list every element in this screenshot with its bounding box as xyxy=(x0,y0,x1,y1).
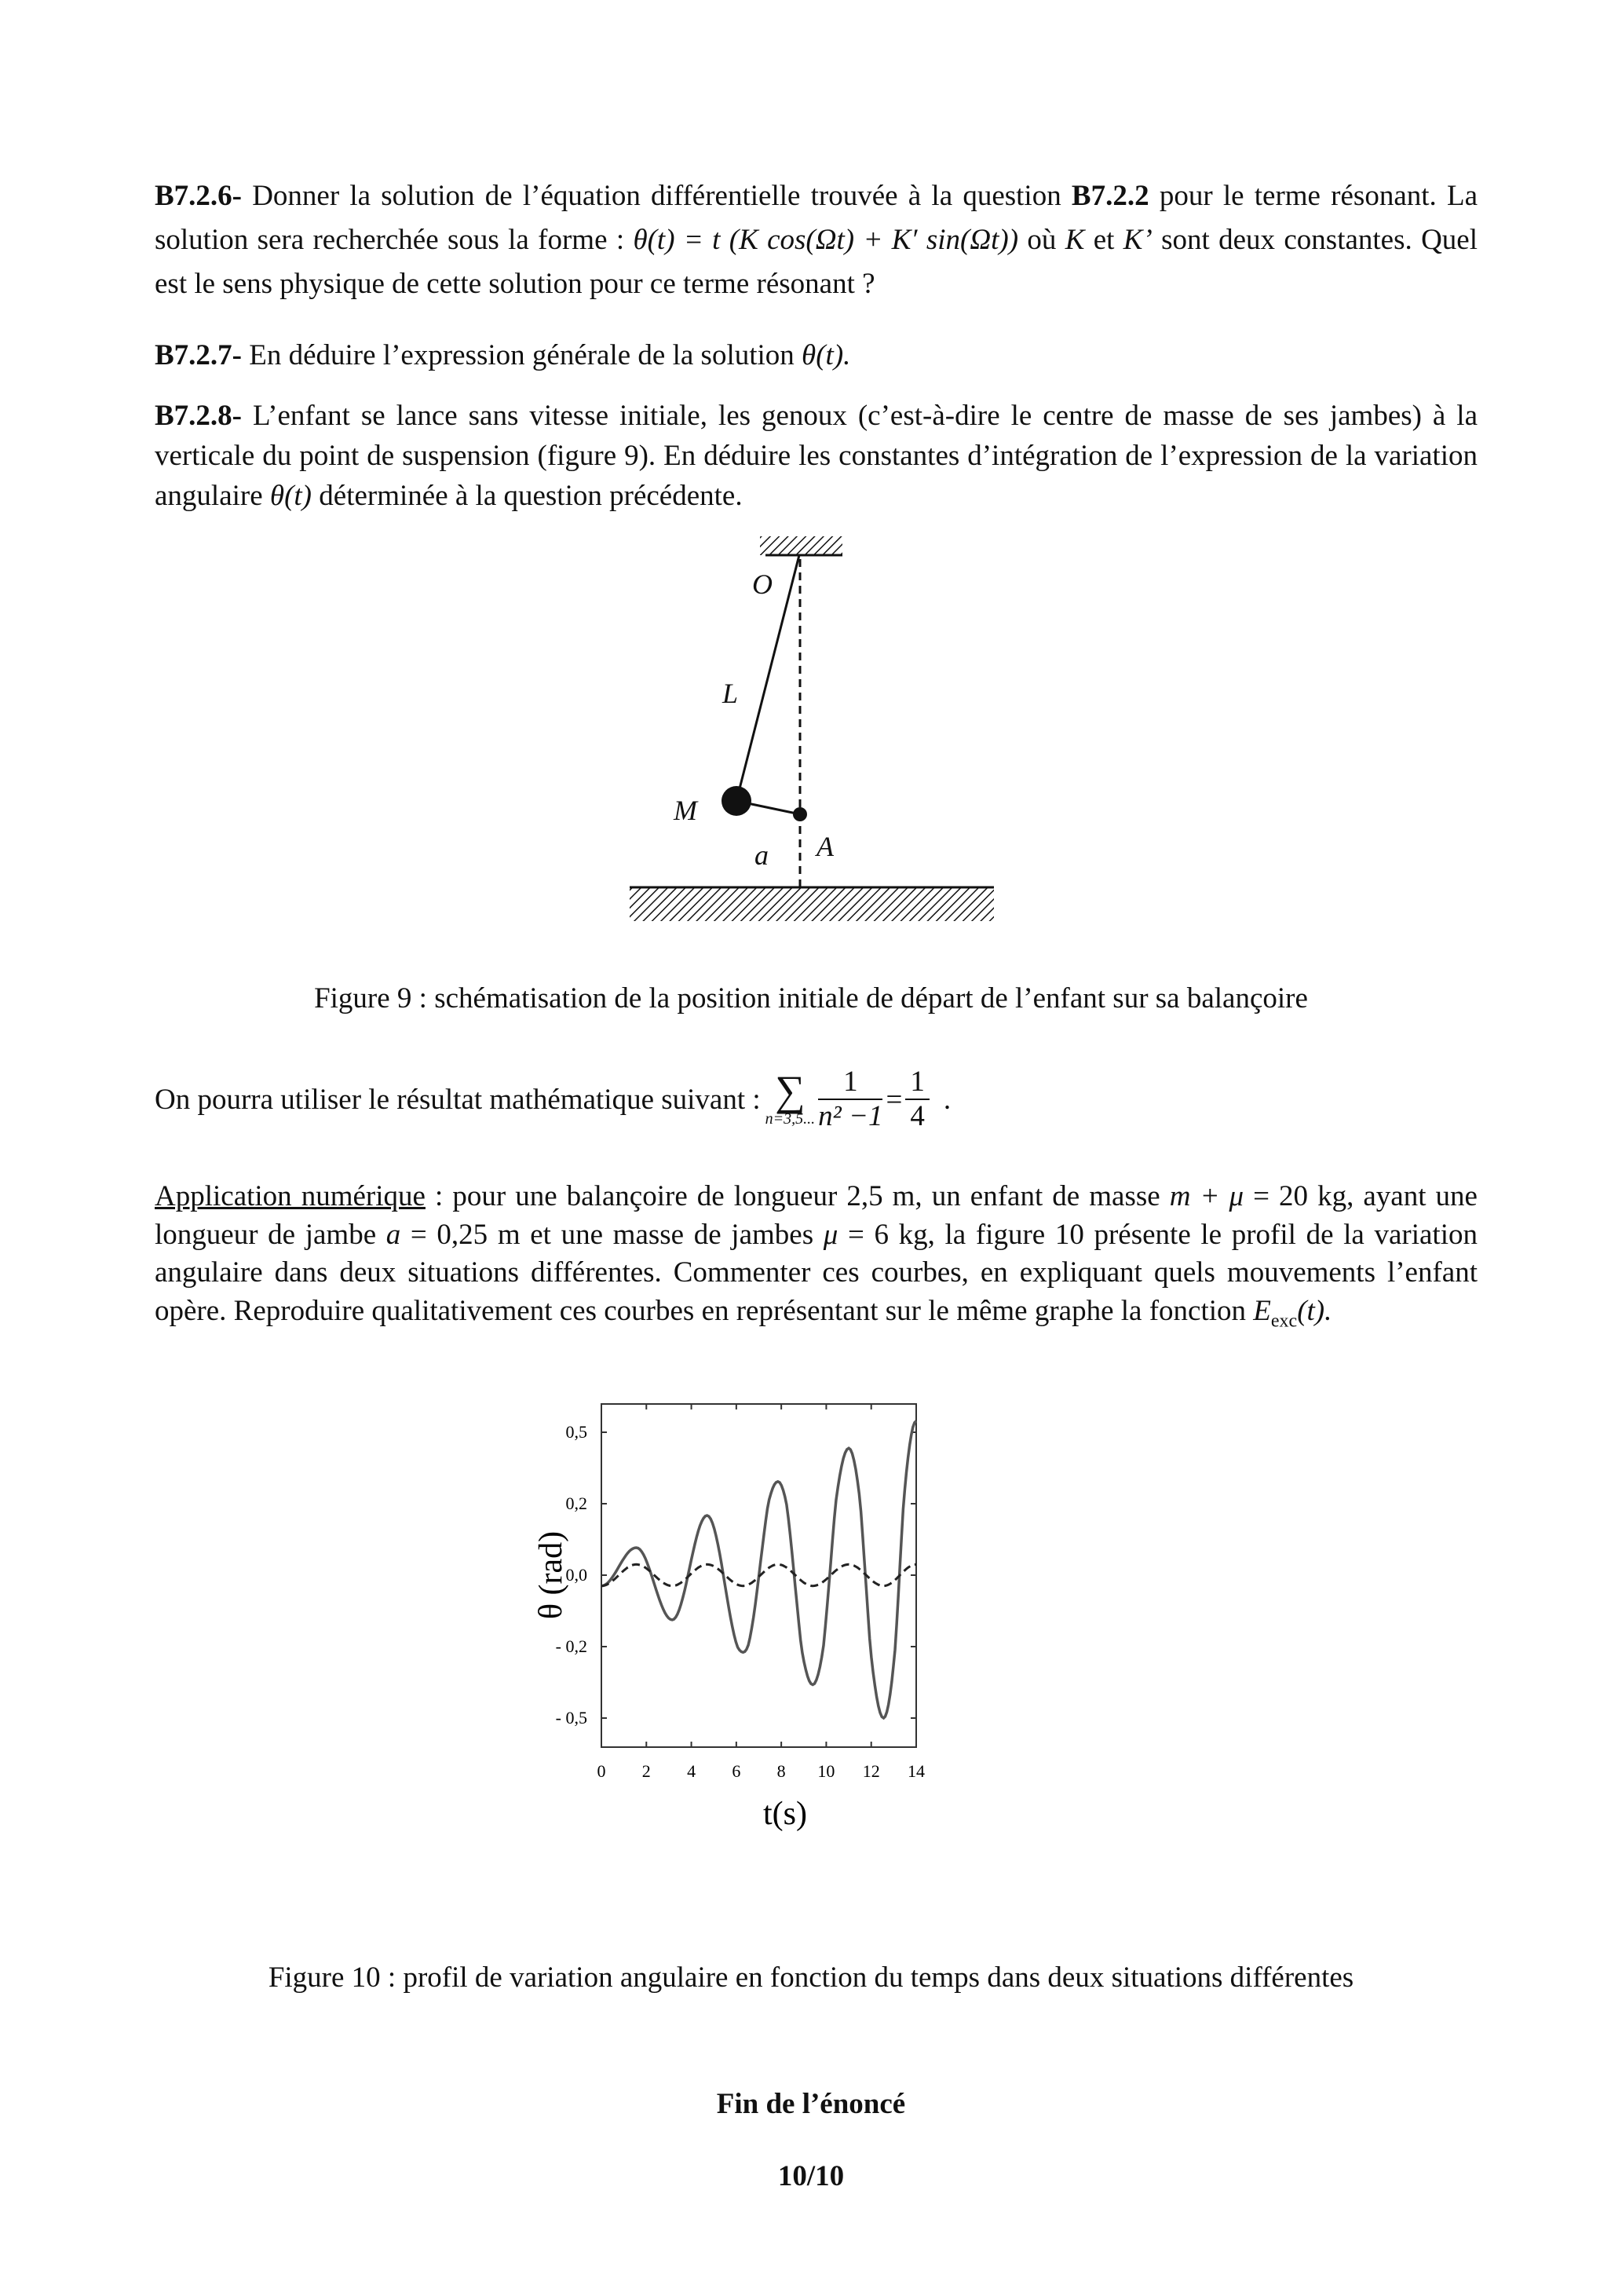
formula: θ(t) = t (K cos(Ωt) + K′ sin(Ωt)) xyxy=(633,224,1019,256)
label-o: O xyxy=(752,569,773,600)
question-text: déterminée à la question précédente. xyxy=(312,480,743,512)
x-tick-label: 14 xyxy=(908,1761,925,1781)
denominator: 4 xyxy=(910,1100,925,1132)
question-text: L’enfant se lance sans vitesse initiale, les genoux (c’est-à-dire le centre de masse de ses jambes) à la verticale du point de suspension (figure 9). En déduire les constantes d’intégration de l’expression de la variation angulaire xyxy=(155,400,1478,512)
x-tick-label: 0 xyxy=(597,1761,606,1781)
subscript-exc: exc xyxy=(1270,1310,1298,1331)
y-tick-label: 0,2 xyxy=(565,1493,587,1513)
figure-9-caption: Figure 9 : schématisation de la position initiale de départ de l’enfant sur sa balançoire xyxy=(314,982,1308,1015)
y-tick-label: 0,5 xyxy=(565,1422,587,1442)
question-label: B7.2.8- xyxy=(155,400,242,432)
label-m: M xyxy=(674,795,697,826)
application-text: = 6 kg, la figure 10 présente le profil de la variation angulaire dans deux situations différentes. Commenter ces courbes, en expliquant quels mouvements l’enfant opère. Reproduire qualitativement ces courbes en représentant sur le même graphe la fonction xyxy=(155,1218,1478,1327)
x-tick-label: 12 xyxy=(862,1761,880,1781)
x-tick-label: 2 xyxy=(641,1761,651,1781)
x-tick-label: 8 xyxy=(776,1761,786,1781)
question-text: pour le terme résonant. La solution sera recherchée sous la forme : xyxy=(155,180,1478,256)
x-tick-label: 10 xyxy=(817,1761,835,1781)
sum-index: n=3,5... xyxy=(765,1110,816,1128)
figure-10-caption: Figure 10 : profil de variation angulaire en fonction du temps dans deux situations différentes xyxy=(268,1961,1354,1994)
question-text: sont deux constantes. Quel est le sens physique de cette solution pour ce terme résonant ? xyxy=(155,224,1478,300)
x-axis-label: t(s) xyxy=(763,1796,807,1832)
x-tick-label: 6 xyxy=(732,1761,741,1781)
application-text: = 20 kg, ayant une longueur de jambe xyxy=(155,1180,1478,1251)
question-label: B7.2.6- xyxy=(155,180,242,212)
y-tick-label: 0,0 xyxy=(565,1565,587,1585)
y-tick-label: - 0,2 xyxy=(555,1636,587,1656)
label-l: L xyxy=(722,678,739,709)
symbol-e: E xyxy=(1253,1294,1271,1327)
symbol-m-mu: m + μ xyxy=(1169,1180,1244,1212)
page-number: 10/10 xyxy=(777,2160,845,2192)
question-text: où xyxy=(1018,224,1065,256)
symbol-t: (t). xyxy=(1297,1294,1332,1327)
symbol-k: K xyxy=(1065,224,1085,256)
application-text: : pour une balançoire de longueur 2,5 m, un enfant de masse xyxy=(425,1180,1170,1212)
sum-symbol: ∑ xyxy=(775,1066,806,1114)
question-ref: B7.2.2 xyxy=(1071,180,1149,212)
period: . xyxy=(943,1083,952,1116)
end-of-statement: Fin de l’énoncé xyxy=(716,2088,906,2120)
question-text: En déduire l’expression générale de la solution xyxy=(242,339,802,371)
symbol-a: a xyxy=(385,1218,401,1251)
application-title: Application numérique xyxy=(155,1180,426,1212)
formula: θ(t) xyxy=(269,480,312,512)
formula: θ(t). xyxy=(802,339,851,371)
symbol-k-prime: K’ xyxy=(1123,224,1153,256)
y-axis-label: θ (rad) xyxy=(533,1530,569,1620)
math-result-text: On pourra utiliser le résultat mathématique suivant : xyxy=(155,1083,761,1116)
question-text: Donner la solution de l’équation différentielle trouvée à la question xyxy=(242,180,1072,212)
numerator: 1 xyxy=(818,1066,882,1100)
denominator: n² −1 xyxy=(818,1100,883,1132)
question-text: et xyxy=(1084,224,1123,256)
label-a-length: a xyxy=(754,839,769,871)
symbol-mu: μ xyxy=(823,1218,838,1251)
numerator: 1 xyxy=(905,1066,930,1100)
x-tick-label: 4 xyxy=(687,1761,696,1781)
equals: = xyxy=(886,1083,903,1116)
label-a-point: A xyxy=(816,831,834,862)
application-text: = 0,25 m et une masse de jambes xyxy=(400,1218,824,1251)
question-label: B7.2.7- xyxy=(155,339,242,371)
y-tick-label: - 0,5 xyxy=(555,1708,587,1727)
